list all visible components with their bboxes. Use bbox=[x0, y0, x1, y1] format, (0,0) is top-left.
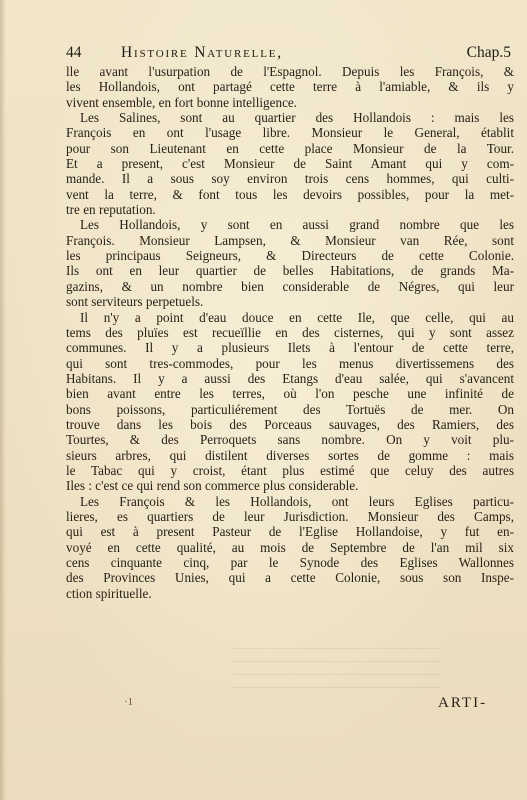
text-line: mande. Il a sous soy environ trois cens hommes, qui culti- bbox=[66, 171, 514, 187]
text-line: Les Hollandois, y sont en aussi grand nombre que les bbox=[80, 217, 514, 233]
chapter-label: Chap.5 bbox=[466, 44, 511, 61]
text-line: lieres, es quartiers de leur Jurisdiction. Monsieur des Camps, bbox=[66, 508, 514, 524]
text-line: tre en reputation. bbox=[66, 202, 156, 218]
text-line: cens cinquante cinq, par le Synode des Eglises Wallonnes bbox=[66, 555, 514, 570]
paragraph bbox=[66, 217, 514, 309]
signature-mark: ·1 bbox=[124, 696, 134, 708]
text-line: Il n'y a point d'eau douce en cette Ile, que celle, qui au bbox=[80, 309, 514, 325]
text-line: trouve dans les bois des Porceaus sauvages, des Ramiers, des bbox=[66, 416, 514, 432]
text-line: communes. Il y a plusieurs Ilets à l'entour de cette terre, bbox=[66, 340, 514, 356]
text-line: vent la terre, & font tous les devoirs possibles, pour la met- bbox=[66, 186, 514, 202]
running-title: Histoire Naturelle, bbox=[121, 44, 283, 61]
catchword: ARTI- bbox=[438, 695, 488, 711]
text-line: des Provinces Unies, qui a cette Colonie, sous son Inspe- bbox=[66, 570, 514, 586]
text-line: sieurs arbres, qui distilent diverses sortes de gomme : mais bbox=[66, 447, 514, 463]
text-line: lle avant l'usurpation de l'Espagnol. Depuis les François, & bbox=[66, 64, 514, 79]
text-line: Les François & les Hollandois, ont leurs Eglises particu- bbox=[80, 493, 514, 509]
show-through-texture bbox=[230, 648, 440, 688]
text-line: Ils ont en leur quartier de belles Habitations, de grands Ma- bbox=[66, 263, 514, 279]
text-line: qui est à present Pasteur de l'Eglise Hollandoise, y fut en- bbox=[66, 524, 514, 540]
text-line: tems des pluïes est recueïllie en des cisternes, qui y sont assez bbox=[66, 324, 514, 340]
text-line: Et a present, c'est Monsieur de Saint Amant qui y com- bbox=[66, 156, 514, 172]
body-text bbox=[66, 64, 514, 601]
text-line: Les Salines, sont au quartier des Hollandois : mais les bbox=[80, 110, 514, 126]
text-line: pour son Lieutenant en cette place Monsieur de la Tour. bbox=[66, 140, 514, 156]
text-line: vivent ensemble, en fort bonne intelligence. bbox=[66, 94, 298, 110]
paragraph bbox=[66, 110, 514, 217]
text-line: Tourtes, & des Perroquets sans nombre. On y voit plu- bbox=[66, 432, 514, 448]
text-line: François en ont l'usage libre. Monsieur le General, établit bbox=[66, 125, 514, 141]
paragraph bbox=[66, 64, 514, 110]
text-line: qui sont tres-commodes, pour les menus divertissemens des bbox=[66, 355, 514, 371]
paragraph bbox=[66, 310, 514, 494]
text-line: Iles : c'est ce qui rend son commerce plus considerable. bbox=[66, 478, 359, 494]
page-number: 44 bbox=[66, 44, 82, 61]
text-line: voyé en cette qualité, au mois de Septembre de l'an mil six bbox=[66, 539, 514, 555]
text-line: Habitans. Il y a aussi des Etangs d'eau salée, qui s'avancent bbox=[66, 370, 514, 386]
text-line: les principaus Seigneurs, & Directeurs de cette Colonie. bbox=[66, 248, 514, 264]
text-line: le Tabac qui y croist, étant plus estimé que celuy des autres bbox=[66, 462, 514, 478]
text-line: François. Monsieur Lampsen, & Monsieur van Rée, sont bbox=[66, 232, 514, 248]
text-line: sont serviteurs perpetuels. bbox=[66, 294, 204, 310]
text-line: les Hollandois, ont partagé cette terre à l'amiable, & ils y bbox=[66, 79, 514, 95]
text-line: ction spirituelle. bbox=[66, 585, 152, 601]
text-line: gazins, & un nombre bien considerable de Négres, qui leur bbox=[66, 278, 514, 294]
text-line: bien avant entre les terres, où l'on pesche une infinité de bbox=[66, 386, 514, 402]
page-gutter-shadow bbox=[0, 0, 6, 800]
page-header bbox=[66, 42, 514, 64]
paragraph bbox=[66, 494, 514, 601]
text-line: bons poissons, particuliérement des Tortuës de mer. On bbox=[66, 401, 514, 417]
